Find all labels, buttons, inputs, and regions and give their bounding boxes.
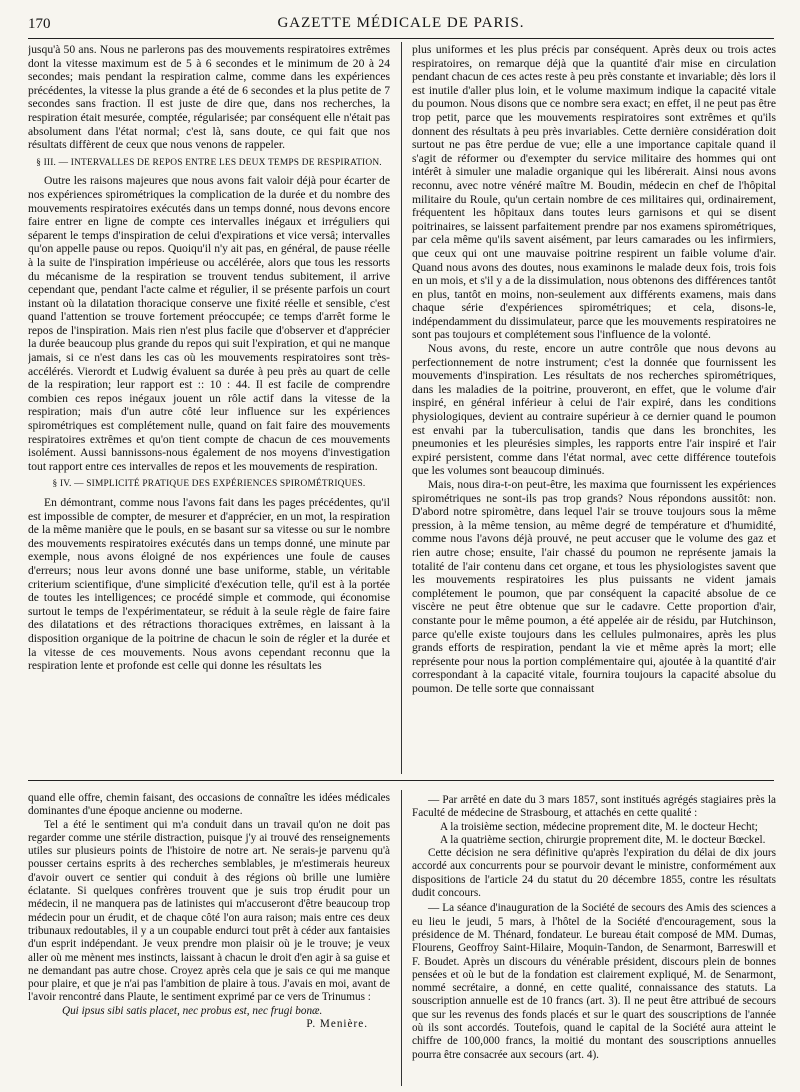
paragraph: plus uniformes et les plus précis par conséquent. Après deux ou trois actes respiratoires, on remarque déjà que la quantité d'air mise en circulation pendant chacun de ces actes reste à peu près constante et invariable; dès lors il est inutile d'aller plus loin, et le volume maximum indique la capacité vitale du poumon. Nous disons que ce nombre sera exact; en effet, il ne peut pas être trop petit, parce que les mouvements respiratoires sont extrêmes et qu'ils donnent des résultats à peu près invariables. Cette dernière considération doit surtout ne pas être perdue de vue; elle a une importance capitale quand il s'agit de réformer ou d'exempter du service militaire des hommes qui ont intérêt à simuler une maladie organique qui les libérerait. Ainsi nous avons reconnu, avec notre vénéré maître M. Boudin, médecin en chef de l'hôpital militaire du Roule, qu'un certain nombre de ces militaires qui, ordinairement, fréquentent les hôpitaux dans toutes leurs garnisons et qui se disent poitrinaires, se laissent parfaitement prendre par nos examens spirométriques, par cela même qu'ils savent aisément, par leurs camarades ou les infirmiers, que ceux qui ont une mauvaise poitrine respirent un faible volume d'air. Quand nous avons des doutes, nous examinons le malade deux fois, trois fois en un mois, et s'il y a de la dissimulation, nous obtenons des différences tantôt en plus, tantôt en moins, non-seulement aux différents examens, mais dans chaque série d'expériences spirométriques; et cela, disons-le, indépendamment du dissimulateur, parce que les mouvements respiratoires ne sont pas toujours et complétement sous l'influence de la volonté. — [412, 43, 776, 342]
news-item: — La séance d'inauguration de la Société de secours des Amis des sciences a eu lieu le jeudi, 5 mars, à l'hôtel de la Société d'encouragement, sous la présidence de M. Thénard, fondateur. Le bureau était composé de MM. Dumas, Flourens, Geoffroy Saint-Hilaire, Moquin-Tandon, de Senarmont, Barreswill et F. Boudet. Après un discours du vénérable président, discours plein de bonnes pensées et où le but de la fondation est clairement expliqué, M. de Senarmont, nommé secrétaire, a donné, en cette qualité, connaissance des statuts. La souscription annuelle est de 10 francs (art. 3). Il ne peut être attribué de secours que sur les revenus des fonds placés et sur le quart des souscriptions de l'année où ils sont accordés. Toutefois, quand le capital de la Société aura atteint le chiffre de 100,000 francs, la moitié du montant des souscriptions annuelles pourra être consacrée aux secours (art. 4). — [412, 902, 776, 1061]
feuilleton-column — [28, 792, 390, 1080]
article-column-left — [28, 43, 390, 773]
news-item: — Par arrêté en date du 3 mars 1857, sont institués agrégés stagiaires près la Faculté de médecine de Strasbourg, et attachés en cette qualité : — [412, 794, 776, 820]
article-column-right — [412, 43, 776, 773]
news-item-line: A la troisième section, médecine proprement dite, M. le docteur Hecht; — [440, 820, 758, 833]
page-number: 170 — [28, 16, 51, 32]
paragraph: Nous avons, du reste, encore un autre contrôle que nous devons au perfectionnement de notre instrument; c'est la donnée que fournissent les mouvements d'inspiration. Les résultats de nos recherches spirométriques, dans les maladies de la poitrine, prouveront, en effet, que le volume d'air inspiré, en général inférieur à celui de l'air expiré, dans les conditions physiologiques, devient au contraire supérieur à ce dernier quand le poumon est envahi par la tuberculisation, tandis que dans les bronchites, les pneumonies et les pleurésies simples, les rapports entre l'air inspiré et l'air expiré persistent, comme dans l'état normal, avec cette différence toutefois que les volumes sont beaucoup diminués. — [412, 342, 776, 478]
feuilleton-divider — [28, 780, 774, 781]
author-signature: P. Menière. — [306, 1018, 368, 1031]
column-divider-bottom — [401, 790, 402, 1086]
news-item-note: Cette décision ne sera définitive qu'après l'expiration du délai de dix jours accordé aux concurrents pour se pourvoir devant le ministre, conformément aux dispositions de l'article 24 du statut du 20 décembre 1855, contre les résultats dudit concours. — [412, 847, 776, 900]
paragraph: En démontrant, comme nous l'avons fait dans les pages précédentes, qu'il est impossible de compter, de mesurer et d'apprécier, en un mot, la respiration de la même manière que le pouls, en se basant sur sa vitesse ou sur le nombre des mouvements respiratoires exécutés dans un temps donné, une minute par exemple, nous avons éloigné de nos expériences une foule de causes d'erreurs; nous leur avons donné une base uniforme, stable, un véritable criterium scientifique, d'une simplicité d'exécution telle, qu'il est à la portée de toutes les intelligences; ce procédé simple et commode, qui économise surtout le temps de l'expérimentateur, se réduit à la seule règle de faire faire des dilatations et des rétractions thoraciques extrêmes, en laissant à la disposition organique de la poitrine de chacun le soin de régler et la durée et la vitesse de ces mouvements. Nous avons cependant reconnu que la respiration lente et profonde est celle qui donne les résultats les — [28, 496, 390, 673]
paragraph: Outre les raisons majeures que nous avons fait valoir déjà pour écarter de nos expériences spirométriques la complication de la durée et du nombre des mouvements respiratoires exécutés dans un temps donné, nous devons encore faire entrer en ligne de compte ces intervalles inégaux et irréguliers qui séparent le temps d'inspiration de celui d'expirations et vice versâ; intervalles qu'on appelle pause ou repos. Quoiqu'il n'y ait pas, en général, de pause réelle à la suite de l'inspiration impérieuse ou accélérée, alors que tous les ressorts du mécanisme de la respiration se trouvent tendus subitement, il arrive cependant que, pendant l'acte calme et régulier, il se présente parfois un court instant où la dilatation thoracique conserve une fixité réelle et sensible, c'est quand l'attention se trouve fortement préoccupée; ce temps d'arrêt forme le repos de l'inspiration. Mais rien n'est plus facile que d'observer et d'apprécier la durée beaucoup plus grande du repos qui suit l'expiration, et qui ne manque jamais, si ce n'est dans les cas où les mouvements respiratoires sont très-accélérés. Vierordt et Ludwig évaluent sa durée à peu près au quart de celle de la respiration; leur rapport est :: 10 : 44. Il est facile de comprendre combien ces repos inégaux jouent un rôle actif dans la vitesse de la respiration; mais d'un autre côté leur influence sur les expériences spirométriques est complétement nulle, quand on fait faire des mouvements respiratoires extrêmes et qu'on tient compte de chacun de ces mouvements isolément. Aussi bannissons-nous également de nos moyens d'investigation tout rapport entre ces intervalles de repos et les mouvements de respiration. — [28, 174, 390, 473]
running-title: GAZETTE MÉDICALE DE PARIS. — [277, 15, 525, 31]
section-heading-3: § III. — INTERVALLES DE REPOS ENTRE LES DEUX TEMPS DE RESPIRATION. — [36, 157, 382, 168]
paragraph: Tel a été le sentiment qui m'a conduit dans un travail qu'on ne doit pas regarder comme une stérile distraction, puisque j'y ai trouvé des renseignements utiles sur plusieurs points de l'histoire de notre art. Ne serais-je parvenu qu'à pousser certains esprits à des recherches semblables, je m'estimerais heureux d'avoir ouvert ce sentier qui conduit à des régions où brille une lumière éclatante. Si quelques confrères trouvent que je suis trop érudit pour un médecin, il ne manquera pas de latinistes qui m'accuseront d'être beaucoup trop médecin pour un érudit, et de chaque côté l'on aura raison; mais entre ces deux tribunaux redoutables, il y a un coupable endurci tout prêt à céder aux fantaisies d'un esprit indépendant. Je veux prendre mon plaisir où je le trouve; je veux aller où me mènent mes instincts, laissant à chacun le droit d'en agir à sa guise et ne demandant pas autre chose. Croyez après cela que je sais ce qui me manque pour plaire, et que je n'ai pas l'ambition de plaire à tous. J'avais en moi, avant de l'avoir rencontré dans Plaute, le sentiment exprimé par ce vers de Trinumus : — [28, 818, 390, 1004]
section-heading-4: § IV. — SIMPLICITÉ PRATIQUE DES EXPÉRIENCES SPIROMÉTRIQUES. — [52, 479, 366, 490]
column-divider-top — [401, 42, 402, 774]
latin-quote: Qui ipsus sibi satis placet, nec probus est, nec frugi bonæ. — [62, 1004, 323, 1017]
paragraph: jusqu'à 50 ans. Nous ne parlerons pas des mouvements respiratoires extrêmes dont la vitesse maximum est de 5 à 6 secondes et le minimum de 20 à 24 secondes; mais pendant la respiration calme, comme dans les expériences précédentes, la vitesse la plus grande a été de 6 secondes et la plus petite de 7 secondes sans fraction. Il est juste de dire que, dans nos recherches, la respiration était mesurée, comptée, régularisée; par conséquent elle n'était pas absolument dans l'état normal; c'est là, sans doute, ce qui fait que nos résultats diffèrent de ceux que nous venons de rappeler. — [28, 43, 390, 152]
paragraph: quand elle offre, chemin faisant, des occasions de connaître les idées médicales dominantes d'une époque ancienne ou moderne. — [28, 792, 390, 818]
page-header — [28, 8, 774, 39]
news-item-line: A la quatrième section, chirurgie proprement dite, M. le docteur Bœckel. — [440, 833, 766, 846]
paragraph: Mais, nous dira-t-on peut-être, les maxima que fournissent les expériences spirométriques ne sont-ils pas trop grands? Nous répondons aussitôt: non. D'abord notre spiromètre, dans lequel l'air se trouve toujours sous la même pression, à la même tension, au même degré de température et d'humidité, comme nous l'avons déjà prouvé, ne peut accuser que le volume des gaz et rien autre chose; ensuite, l'air chassé du poumon ne représente jamais la totalité de l'air contenu dans cet organe, et tous les physiologistes savent que les mouvements respiratoires les plus puissants ne vident jamais complétement le poumon, que par conséquent la capacité absolue de ce viscère ne peut être obtenue que sur le cadavre. Cette proportion d'air, constante pour le même poumon, a été appelée air de résidu, par Hutchinson, parce qu'elle existe toujours dans les cellules pulmonaires, après les plus grands efforts de respiration, pendant la vie et même après la mort; elle représente pour nous la portion complémentaire qui, ajoutée à la quantité d'air correspondant à la capacité vitale, fournira toujours la capacité absolue du poumon. De telle sorte que connaissant — [412, 478, 776, 695]
news-column — [412, 792, 776, 1084]
